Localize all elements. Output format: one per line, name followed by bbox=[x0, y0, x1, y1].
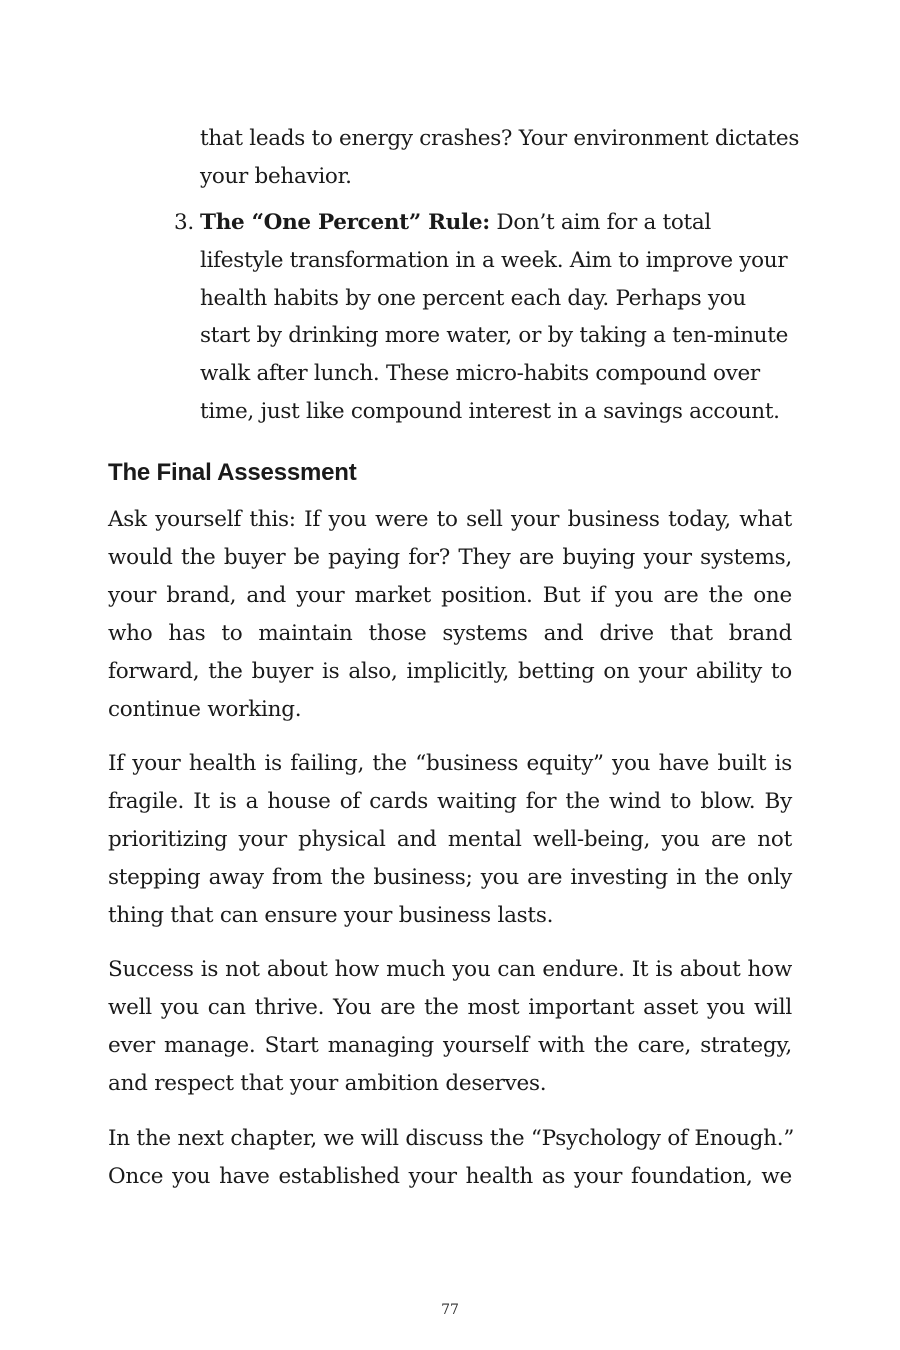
text-line: Ask yourself this: If you were to sell your business today, what bbox=[108, 507, 792, 532]
text-fragment: Don’t aim for a total bbox=[489, 210, 711, 235]
text-line: who has to maintain those systems and drive that brand bbox=[108, 621, 792, 646]
list-item-one-percent-rule bbox=[174, 204, 798, 431]
text-line: In the next chapter, we will discuss the “Psychology of Enough.” bbox=[108, 1126, 795, 1151]
text-line: ever manage. Start managing yourself with the care, strategy, bbox=[108, 1033, 792, 1058]
text-line: well you can thrive. You are the most important asset you will bbox=[108, 995, 792, 1020]
continued-list-text bbox=[200, 120, 800, 195]
list-number: 3. bbox=[174, 210, 194, 235]
text-line: prioritizing your physical and mental well-being, you are not bbox=[108, 827, 792, 852]
text-line: your brand, and your market position. But if you are the one bbox=[108, 583, 792, 608]
text-line: thing that can ensure your business lasts. bbox=[108, 903, 554, 928]
text-line bbox=[200, 204, 798, 242]
text-line: time, just like compound interest in a savings account. bbox=[200, 398, 780, 424]
text-line: lifestyle transformation in a week. Aim to improve your bbox=[200, 247, 788, 273]
list-item-title: The “One Percent” Rule: bbox=[200, 210, 490, 235]
text-line: start by drinking more water, or by taking a ten-minute bbox=[200, 323, 788, 349]
text-line: walk after lunch. These micro-habits compound over bbox=[200, 361, 760, 387]
paragraph bbox=[108, 951, 792, 1103]
text-line: that leads to energy crashes? Your environment dictates bbox=[200, 126, 800, 151]
text-line: forward, the buyer is also, implicitly, betting on your ability to bbox=[108, 659, 792, 684]
text-line: your behavior. bbox=[200, 163, 352, 189]
paragraph bbox=[108, 745, 792, 935]
page-number: 77 bbox=[441, 1302, 459, 1318]
text-line: stepping away from the business; you are investing in the only bbox=[108, 865, 792, 890]
section-heading: The Final Assessment bbox=[108, 459, 357, 486]
paragraph bbox=[108, 1120, 795, 1196]
text-line: Success is not about how much you can endure. It is about how bbox=[108, 957, 792, 982]
text-line: Once you have established your health as your foundation, we bbox=[108, 1164, 792, 1189]
text-line: If your health is failing, the “business equity” you have built is bbox=[108, 751, 792, 776]
text-line: health habits by one percent each day. Perhaps you bbox=[200, 285, 746, 311]
text-line: continue working. bbox=[108, 697, 302, 722]
text-line: and respect that your ambition deserves. bbox=[108, 1071, 547, 1096]
text-line: fragile. It is a house of cards waiting for the wind to blow. By bbox=[108, 789, 792, 814]
text-line: would the buyer be paying for? They are buying your systems, bbox=[108, 545, 792, 570]
paragraph bbox=[108, 501, 792, 729]
